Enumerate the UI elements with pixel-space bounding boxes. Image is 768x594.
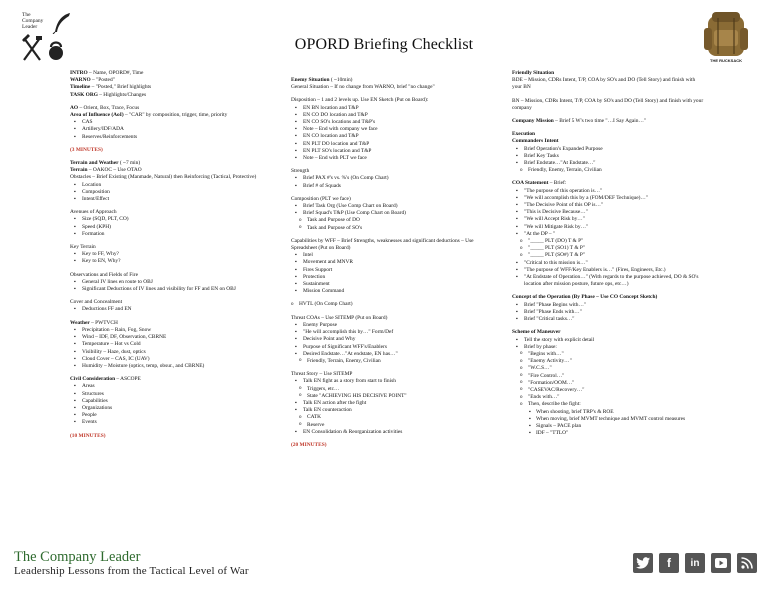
list-item: ▪ Location — [70, 182, 260, 189]
list-item: ▪ EN Consolidation & Reorganization activities — [291, 429, 486, 436]
story-sublist — [291, 386, 486, 400]
coa-list — [512, 260, 704, 289]
civil-list — [70, 383, 260, 426]
list-item: ▪ Events — [70, 419, 260, 426]
list-item: o "Fire Control…" — [512, 373, 704, 380]
list-item: o Friendly, Terrain, Enemy, Civilian — [291, 358, 486, 365]
list-item: ▪ CAS — [70, 119, 260, 126]
key-terrain-list — [70, 251, 260, 265]
threat-coa-sublist — [291, 358, 486, 365]
facebook-icon[interactable]: f — [659, 553, 679, 573]
time-marker: (20 MINUTES) — [291, 441, 327, 448]
timeline-line: Timeline – "Posted," Brief highlights — [70, 84, 152, 91]
avenue-list — [70, 216, 260, 238]
logo-line: The — [22, 12, 31, 18]
civil-line: Civil Consideration – ASCOPE — [70, 376, 141, 383]
list-item: ▪ EN CO location and T&P — [291, 133, 486, 140]
list-item: o "_____ PLT (SO#) T & P" — [512, 252, 704, 259]
execution-block — [512, 131, 704, 174]
list-item: ▪ Purpose of Significant WFF's/Enablers — [291, 344, 486, 351]
list-item: ▪ "We will Accept Risk by…" — [512, 216, 704, 223]
list-item: ▪ Note – End with company we face — [291, 126, 486, 133]
scheme-list — [512, 337, 704, 351]
enemy-line: Enemy Situation ( ~10min) — [291, 77, 353, 83]
scheme-sublist — [512, 351, 704, 409]
logo-line: Company — [22, 18, 44, 24]
list-item: ▪ "This is Decisive Because…" — [512, 209, 704, 216]
list-item: ▪ EN BN location and T&P — [291, 105, 486, 112]
capabilities-block — [291, 238, 486, 296]
list-item: ▪ Temperature – Hot vs Cold — [70, 341, 260, 348]
list-item: ▪ Intel — [291, 252, 486, 259]
list-item: ▪ Deductions FF and EN — [70, 306, 260, 313]
list-item: ▪ Brief Key Tasks — [512, 153, 704, 160]
capabilities-list — [291, 252, 486, 295]
list-item: ▪ Structures — [70, 391, 260, 398]
list-item: ▪ "Critical to this mission is…" — [512, 260, 704, 267]
linkedin-icon[interactable]: in — [685, 553, 705, 573]
friendly-block — [512, 70, 704, 92]
scheme-block — [512, 329, 704, 437]
list-item: ▪ Formation — [70, 231, 260, 238]
youtube-icon[interactable] — [711, 553, 731, 573]
coa-list — [512, 188, 704, 238]
list-item: ▪ Brief Endstate…"At Endstate…" — [512, 160, 704, 167]
list-item: o Friendly, Enemy, Terrain, Civilian — [512, 167, 704, 174]
list-item: ▪ Key to EN, Why? — [70, 258, 260, 265]
task-org-line: TASK ORG – Highlights/Changes — [70, 91, 147, 98]
list-item: ▪ "We will accomplish this by a (FOM/DEF Technique)…" — [512, 195, 704, 202]
list-item: o Then, describe the fight: — [512, 401, 704, 408]
threat-coa-line: Threat COAs – Use SITEMP (Put on Board) — [291, 314, 388, 321]
list-item: o Reserve — [291, 422, 486, 429]
story-list — [291, 400, 486, 414]
capabilities-line: Capabilities by WFF – Brief Strengths, weaknesses and significant deductions – Use Spreadsheet (Put on Board) — [291, 237, 474, 252]
enemy-block — [291, 77, 486, 91]
company-mission-block — [512, 118, 704, 125]
list-item: ▪ Desired Endstate…"At endstate, EN has…" — [291, 351, 486, 358]
column-3 — [512, 70, 704, 443]
list-item: o CATK — [291, 414, 486, 421]
list-item: ▪ Talk EN fight as a story from start to finish — [291, 378, 486, 385]
aoi-line: Area of Influence (AoI) – "CAR" by composition, trigger, time, priority — [70, 112, 228, 119]
disposition-list — [291, 105, 486, 163]
rucksack-caption: THE RUCKSACK — [710, 58, 742, 63]
column-2 — [291, 77, 486, 455]
execution-line: Execution — [512, 131, 536, 138]
list-item: o "W.C.S…" — [512, 365, 704, 372]
list-item: ▪ Talk EN counteraction — [291, 407, 486, 414]
list-item: o "Enemy Activity…" — [512, 358, 704, 365]
concept-block — [512, 294, 704, 323]
list-item: ▪ "The Decisive Point of this OP is…" — [512, 202, 704, 209]
time-marker: (3 MINUTES) — [70, 146, 103, 153]
list-item: ▪ Brief "Critical tasks…" — [512, 316, 704, 323]
composition-line: Composition (PLT we face) — [291, 195, 351, 202]
list-item: o State "ACHIEVING HIS DECISIVE POINT" — [291, 393, 486, 400]
strength-line: Strength — [291, 168, 310, 175]
general-situation-line: General Situation – If no change from WARNO, brief "no change" — [291, 84, 435, 91]
list-item: ▪ "The purpose of WFF/Key Enablers is…" (Fires, Engineers, Etc.) — [512, 267, 704, 274]
cover-block — [70, 299, 260, 313]
list-item: ▪ Cloud Cover – CAS, IC (UAV) — [70, 356, 260, 363]
list-item: ▪ EN CO DO location and T&P — [291, 112, 486, 119]
story-list — [291, 378, 486, 385]
list-item: ▪ "The purpose of this operation is…" — [512, 188, 704, 195]
list-item: ▪ Brief Operation's Expanded Purpose — [512, 146, 704, 153]
warno-line: WARNO – "Posted" — [70, 77, 115, 84]
list-item: ▪ Key to FF, Why? — [70, 251, 260, 258]
disposition-line: Disposition – 1 and 2 levels up. Use EN Sketch (Put on Board): — [291, 97, 429, 104]
list-item: ▪ "He will accomplish this by…" Form/Def — [291, 329, 486, 336]
list-item: ▪ Organizations — [70, 405, 260, 412]
list-item: ▪ Note – End with PLT we face — [291, 155, 486, 162]
list-item: ▪ "At Endstate of Operation…" (With regards to the purpose achieved, DO & SO's location after mission posture, future ops, etc…) — [512, 274, 704, 288]
weather-line: Weather – PWTVCH — [70, 319, 118, 326]
commanders-intent-line: Commanders Intent — [512, 138, 559, 145]
list-item: ▪ Brief Squad's T&P (Use Comp Chart on Board) — [291, 210, 486, 217]
coa-block — [512, 180, 704, 288]
list-item: ▪ Fires Support — [291, 267, 486, 274]
list-item: ▪ Brief # of Squads — [291, 183, 486, 190]
threat-story-line: Threat Story – Use SITEMP — [291, 371, 353, 378]
list-item: ▪ Protection — [291, 274, 486, 281]
composition-sublist — [291, 217, 486, 231]
list-item: ▪ When moving, brief MVMT technique and MVMT control measures — [512, 416, 704, 423]
list-item: ▪ When shooting, brief TRP's & ROE — [512, 409, 704, 416]
weather-block — [70, 320, 260, 370]
avenues-block — [70, 209, 260, 238]
list-item: ▪ "We will Mitigate Risk by…" — [512, 224, 704, 231]
rucksack-logo[interactable] — [698, 8, 754, 64]
page-title: OPORD Briefing Checklist — [294, 36, 474, 53]
list-item: ▪ Enemy Purpose — [291, 322, 486, 329]
concept-line: Concept of the Operation (By Phase – Use CO Concept Sketch) — [512, 294, 658, 301]
list-item: o "_____ PLT (DO) T & P" — [512, 238, 704, 245]
composition-block — [291, 196, 486, 232]
observation-block — [70, 272, 260, 294]
list-item: ▪ IDF – "TTLO" — [512, 430, 704, 437]
list-item: o "Begins with…" — [512, 351, 704, 358]
list-item: o "CASEVAC/Recovery…" — [512, 387, 704, 394]
social-links — [633, 553, 757, 573]
list-item: ▪ Brief "Phase Ends with…" — [512, 309, 704, 316]
obstacle-list — [70, 182, 260, 204]
bn-block — [512, 98, 704, 112]
observation-line: Observations and Fields of Fire — [70, 271, 138, 278]
list-item: ▪ Visibility – Haze, dust, optics — [70, 349, 260, 356]
list-item: ▪ Tell the story with explicit detail — [512, 337, 704, 344]
list-item: ▪ Signals – PACE plan — [512, 423, 704, 430]
intent-sublist — [512, 167, 704, 174]
list-item: ▪ Humidity – Moisture (optics, temp, obsur., and CBRNE) — [70, 363, 260, 370]
list-item: ▪ Wind – IDF, DF, Observation, CBRNE — [70, 334, 260, 341]
story-list — [291, 429, 486, 436]
list-item: ▪ Brief PAX #'s vs. %'s (On Comp Chart) — [291, 175, 486, 182]
coa-line: COA Statement – Brief: — [512, 180, 567, 187]
list-item: ▪ Areas — [70, 383, 260, 390]
company-mission-line: Company Mission – Brief 5 W's two time "…I Say Again…" — [512, 118, 647, 125]
obstacles-line: Obstacles – Brief Existing (Manmade, Natural) then Reinforcing (Tactical, Protective) — [70, 174, 257, 181]
intro-line: INTRO – Name, OPORD#, Time — [70, 70, 144, 76]
list-item: ▪ EN PLT DO location and T&P — [291, 141, 486, 148]
strength-list — [291, 175, 486, 189]
list-item: ▪ Composition — [70, 189, 260, 196]
cover-line: Cover and Concealment — [70, 299, 123, 306]
threat-coa-block — [291, 315, 486, 365]
list-item: ▪ General IV lines en route to OBJ — [70, 279, 260, 286]
civil-block — [70, 376, 260, 426]
list-item: ▪ Speed (KPH) — [70, 224, 260, 231]
strength-block — [291, 168, 486, 190]
intent-list — [512, 146, 704, 168]
list-item: ▪ "At the DP – " — [512, 231, 704, 238]
bn-line: BN – Mission, CDRs Intent, T/P, COA by SO's and DO (Tell Story) and finish with your company — [512, 97, 704, 111]
feather-quill-icon — [52, 12, 72, 34]
cover-list — [70, 306, 260, 313]
concept-list — [512, 302, 704, 324]
avenues-line: Avenues of Approach — [70, 209, 117, 216]
column-1 — [70, 70, 260, 446]
observation-list — [70, 279, 260, 293]
list-item: ▪ Reserves/Reinforcements — [70, 134, 260, 141]
ao-block — [70, 105, 260, 141]
list-item: o Task and Purpose of DO — [291, 217, 486, 224]
list-item: ▪ EN CO SO's locations and T&P's — [291, 119, 486, 126]
intro-block — [70, 70, 260, 99]
terrain-line: Terrain – OAKOC – Use OTAO — [70, 167, 142, 174]
list-item: o "_____ PLT (SO1) T & P" — [512, 245, 704, 252]
logo-line: Leader — [22, 24, 38, 30]
list-item: ▪ Decisive Point and Why — [291, 336, 486, 343]
list-item: o HVTL (On Comp Chart) — [283, 301, 486, 308]
rss-icon[interactable] — [737, 553, 757, 573]
list-item: ▪ Size (SQD, PLT, CO) — [70, 216, 260, 223]
threat-coa-list — [291, 322, 486, 358]
list-item: ▪ Brief by phase: — [512, 344, 704, 351]
list-item: ▪ Movement and MNVR — [291, 259, 486, 266]
terrain-block — [70, 160, 260, 203]
coa-sublist — [512, 238, 704, 260]
list-item: o "Formation/OOM…" — [512, 380, 704, 387]
list-item: ▪ Brief Task Org (Use Comp Chart on Board) — [291, 203, 486, 210]
scheme-line: Scheme of Maneuver — [512, 329, 561, 336]
rucksack-icon — [698, 8, 754, 64]
list-item: ▪ Artillery/IDF/ADA — [70, 126, 260, 133]
list-item: ▪ People — [70, 412, 260, 419]
hvtl-block — [291, 301, 486, 308]
scheme-subsublist — [512, 409, 704, 438]
list-item: ▪ EN PLT SO's location and T&P — [291, 148, 486, 155]
aoi-list — [70, 119, 260, 141]
friendly-line: Friendly Situation — [512, 70, 555, 76]
weather-list — [70, 327, 260, 370]
key-terrain-line: Key Terrain — [70, 244, 96, 251]
story-sublist — [291, 414, 486, 428]
ao-line: AO – Orient, Box, Trace, Focus — [70, 104, 140, 111]
list-item: ▪ Sustainment — [291, 281, 486, 288]
list-item: ▪ Talk EN action after the fight — [291, 400, 486, 407]
list-item: ▪ Mission Command — [291, 288, 486, 295]
list-item: ▪ Significant Deductions of IV lines and visibility for FF and EN on OBJ — [70, 286, 260, 293]
twitter-icon[interactable] — [633, 553, 653, 573]
hvtl-list — [283, 301, 486, 308]
list-item: ▪ Capabilities — [70, 398, 260, 405]
terrain-weather-line: Terrain and Weather ( ~7 min) — [70, 160, 141, 167]
key-terrain-block — [70, 244, 260, 266]
list-item: o Triggers, etc… — [291, 386, 486, 393]
footer-tagline: Leadership Lessons from the Tactical Level of War — [14, 565, 249, 577]
bde-line: BDE – Mission, CDRs Intent, T/P, COA by SO's and DO (Tell Story) and finish with your BN — [512, 77, 696, 91]
disposition-block — [291, 97, 486, 162]
threat-story-block — [291, 371, 486, 436]
list-item: o "Ends with…" — [512, 394, 704, 401]
list-item: ▪ Brief "Phase Begins with…" — [512, 302, 704, 309]
list-item: ▪ Intent/Effect — [70, 196, 260, 203]
time-marker: (10 MINUTES) — [70, 432, 106, 439]
footer-brand-title[interactable]: The Company Leader — [14, 549, 141, 565]
list-item: o Task and Purpose of SO's — [291, 225, 486, 232]
composition-list — [291, 203, 486, 217]
list-item: ▪ Precipitation – Rain, Fog, Snow — [70, 327, 260, 334]
